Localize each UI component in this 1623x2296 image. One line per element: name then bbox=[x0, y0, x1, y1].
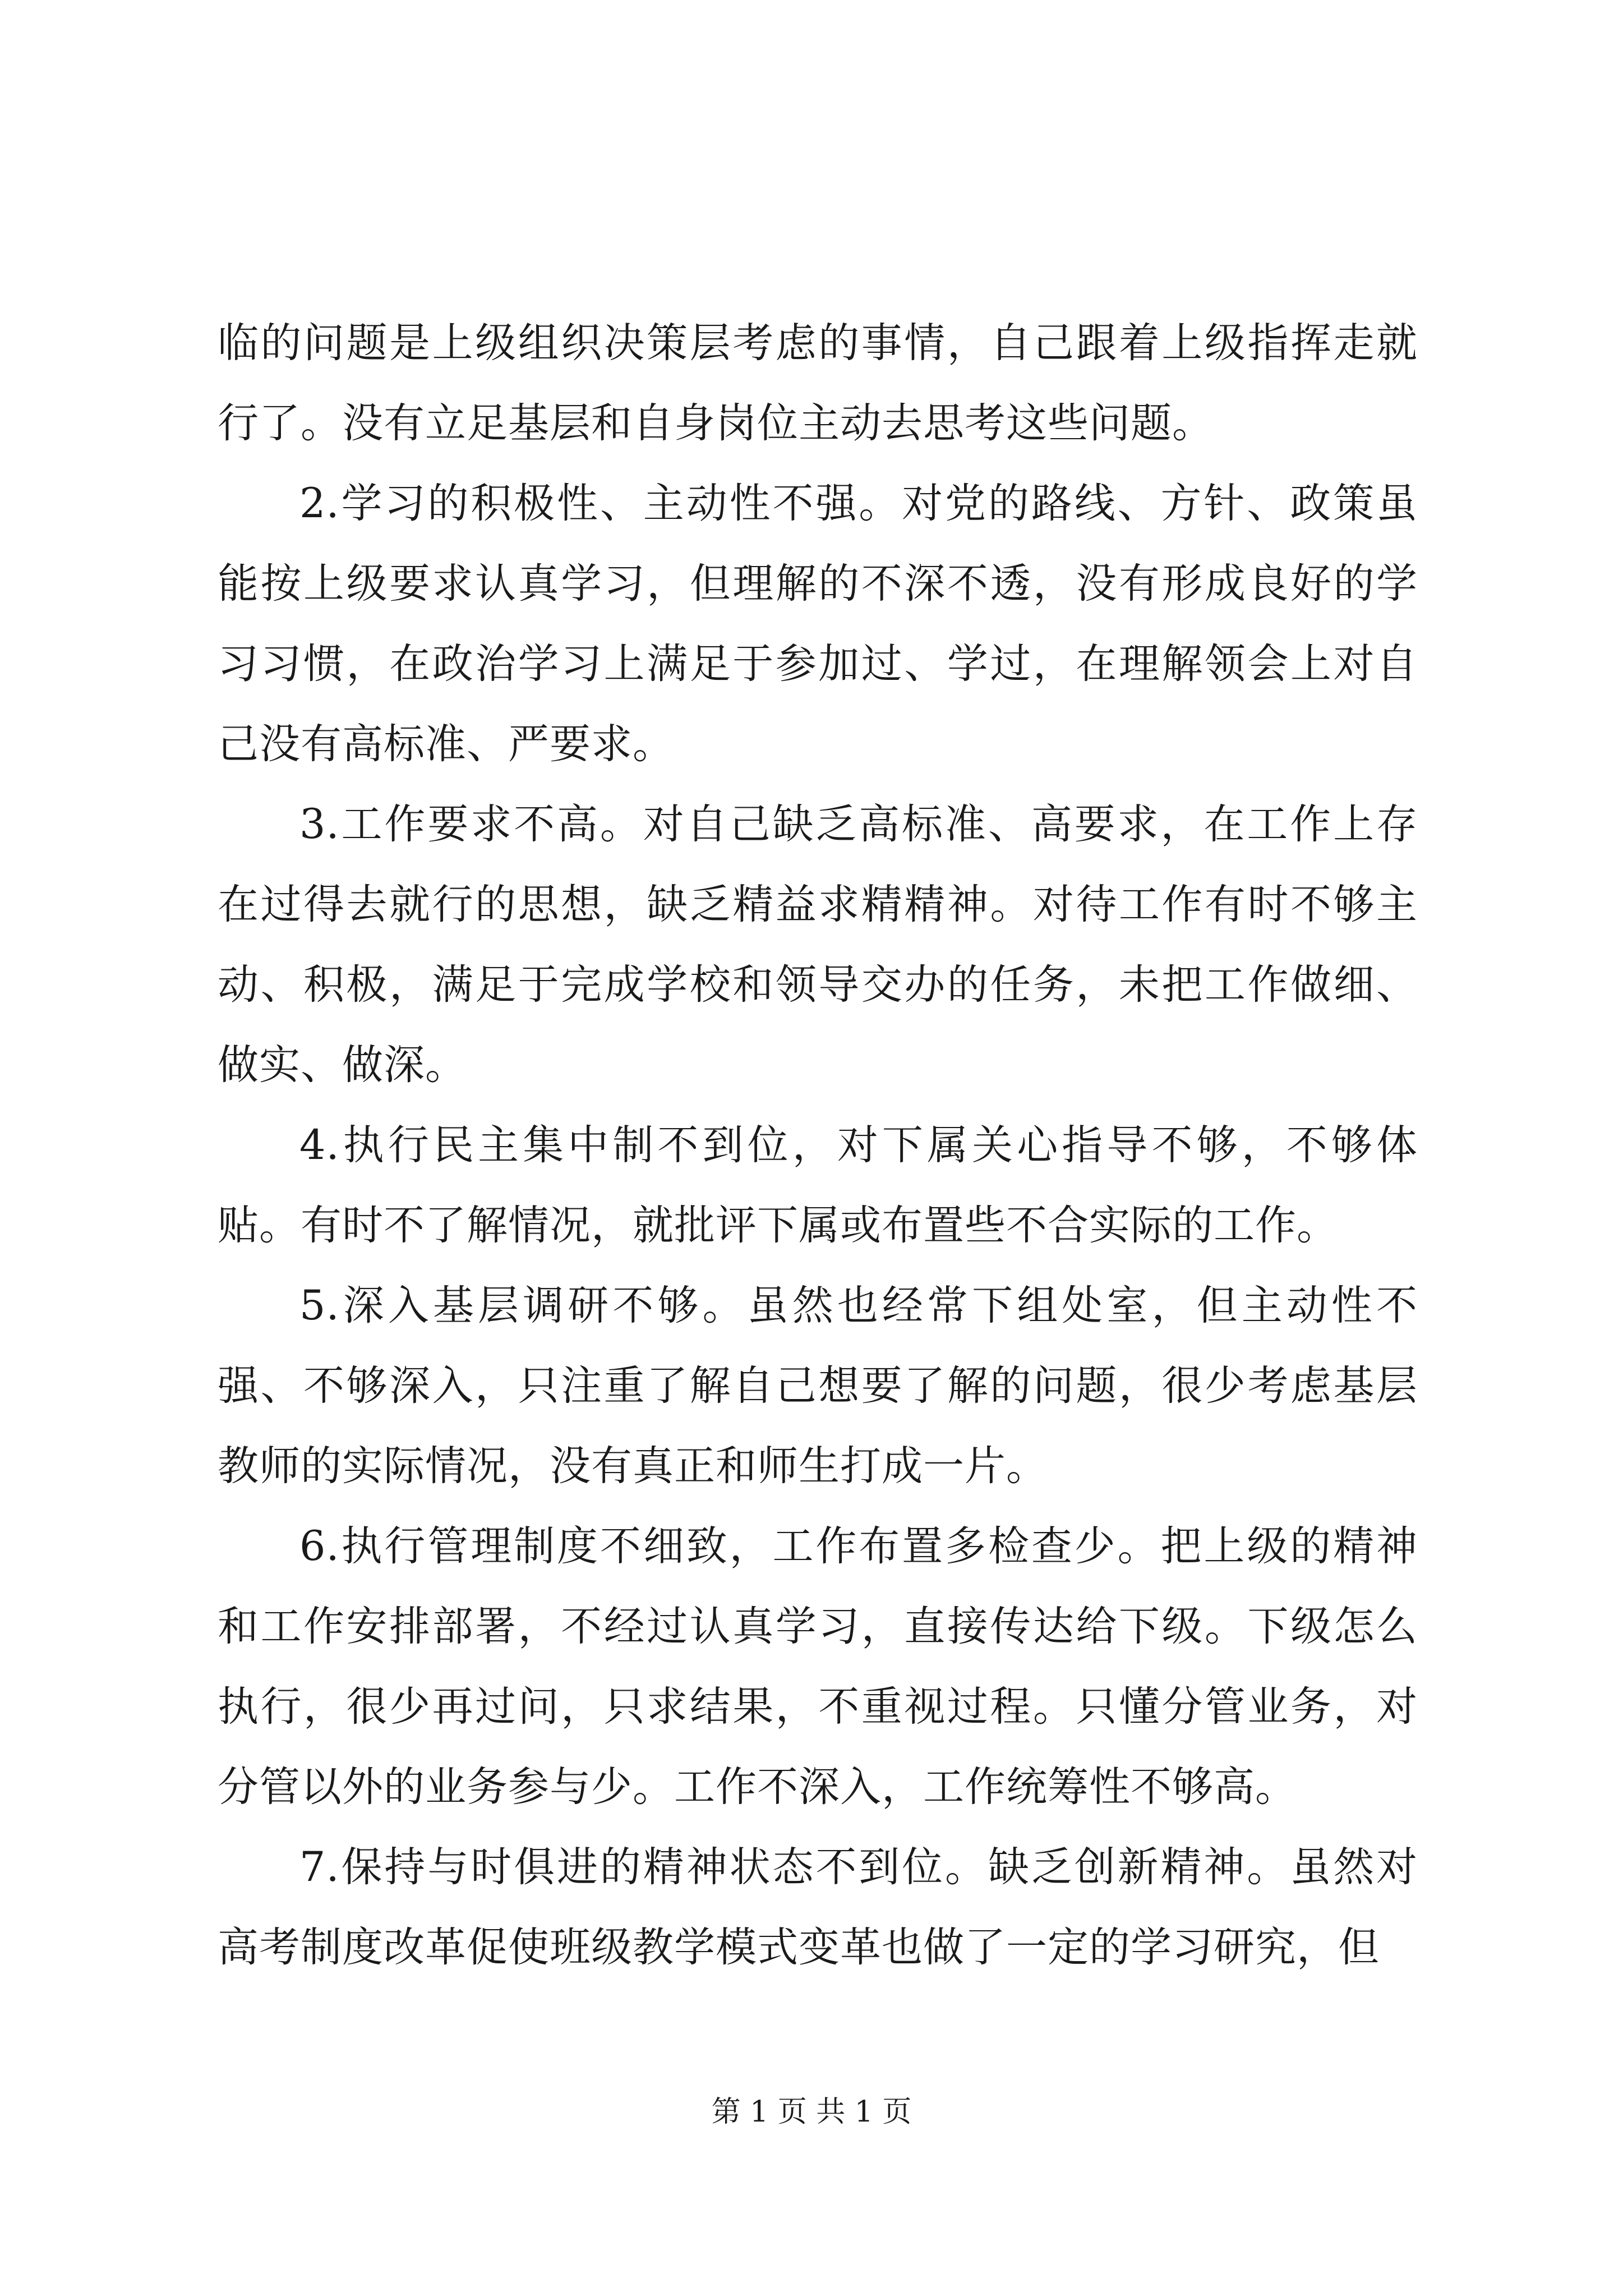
page-number-footer: 第 1 页 共 1 页 bbox=[711, 2095, 912, 2129]
paragraph-item-6: 6.执行管理制度不细致，工作布置多检查少。把上级的精神和工作安排部署，不经过认真学习，直接传达给下级。下级怎么执行，很少再过问，只求结果，不重视过程。只懂分管业务，对分管以外的业务参与少。工作不深入，工作统筹性不够高。 bbox=[218, 1522, 1418, 1811]
paragraph-continuation: 临的问题是上级组织决策层考虑的事情，自己跟着上级指挥走就行了。没有立足基层和自身岗位主动去思考这些问题。 bbox=[218, 319, 1418, 447]
paragraph-item-7: 7.保持与时俱进的精神状态不到位。缺乏创新精神。虽然对高考制度改革促使班级教学模式变革也做了一定的学习研究，但 bbox=[218, 1843, 1418, 1971]
paragraph-item-5: 5.深入基层调研不够。虽然也经常下组处室，但主动性不强、不够深入，只注重了解自己想要了解的问题，很少考虑基层教师的实际情况，没有真正和师生打成一片。 bbox=[218, 1282, 1418, 1490]
paragraph-item-4: 4.执行民主集中制不到位，对下属关心指导不够，不够体贴。有时不了解情况，就批评下属或布置些不合实际的工作。 bbox=[218, 1121, 1418, 1249]
document-body bbox=[218, 303, 1418, 1987]
paragraph-item-3: 3.工作要求不高。对自己缺乏高标准、高要求，在工作上存在过得去就行的思想，缺乏精益求精精神。对待工作有时不够主动、积极，满足于完成学校和领导交办的任务，未把工作做细、做实、做深。 bbox=[218, 800, 1418, 1089]
paragraph-item-2: 2.学习的积极性、主动性不强。对党的路线、方针、政策虽能按上级要求认真学习，但理解的不深不透，没有形成良好的学习习惯，在政治学习上满足于参加过、学过，在理解领会上对自己没有高标准、严要求。 bbox=[218, 480, 1418, 768]
